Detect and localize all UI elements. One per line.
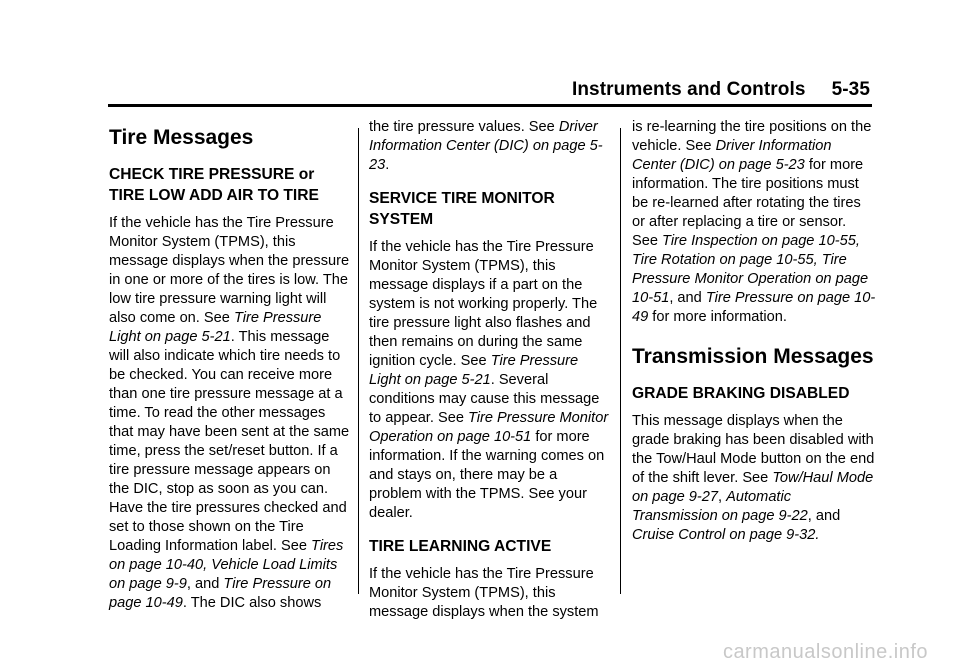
- xref-link[interactable]: Tire Inspection on page 10-55: [662, 233, 856, 249]
- paragraph-service-tire-monitor: If the vehicle has the Tire Pressure Monitor System (TPMS), this message displays if a part on the system is not working properly. The tire pressure light also flashes and then remains on during the same ignition cycle. See Tire Pressure Light on page 5-21. Several conditions may cause this message to appear. See Tire Pressure Monitor Operation on page 10-51 for more information. If the warning comes on and stays on, there may be a problem with the TPMS. See your dealer.: [369, 239, 609, 521]
- running-head: [572, 79, 870, 101]
- subheading-tire-learning-active: TIRE LEARNING ACTIVE: [369, 538, 552, 555]
- xref-link[interactable]: Driver Information Center (DIC) on page 5-23: [369, 119, 603, 173]
- xref-link[interactable]: Tires on page 10-40: [109, 538, 344, 573]
- subheading-check-tire-pressure: CHECK TIRE PRESSURE or TIRE LOW ADD AIR TO TIRE: [109, 166, 319, 204]
- xref-link[interactable]: Tire Pressure Monitor Operation on page 10-51: [632, 252, 869, 306]
- column-2: [369, 118, 613, 635]
- paragraph-grade-braking: This message displays when the grade braking has been disabled with the Tow/Haul Mode button on the end of the shift lever. See Tow/Haul Mode on page 9-27, Automatic Transmission on page 9-22, and Cruise Control on page 9-32.: [632, 413, 875, 543]
- page-number: 5-35: [831, 79, 870, 100]
- subheading-service-tire-monitor: SERVICE TIRE MONITOR SYSTEM: [369, 190, 555, 228]
- paragraph-relearning: is re-learning the tire positions on the vehicle. See Driver Information Center (DIC) on page 5-23 for more information. The tire positions must be re-learned after rotating the tires or after replacing a tire or sensor. See Tire Inspection on page 10-55, Tire Rotation on page 10-55, Tire Pressure Monitor Operation on page 10-51, and Tire Pressure on page 10-49 for more information.: [632, 119, 876, 325]
- column-1: [109, 118, 353, 626]
- xref-link[interactable]: Vehicle Load Limits on page 9-9: [109, 557, 338, 592]
- xref-link[interactable]: Cruise Control on page 9-32: [632, 527, 816, 543]
- paragraph-check-tire-pressure: If the vehicle has the Tire Pressure Monitor System (TPMS), this message displays when the pressure in one or more of the tires is low. The low tire pressure warning light will also come on. See Tire Pressure Light on page 5-21. This message will also indicate which tire needs to be checked. You can receive more than one tire pressure message at a time. To read the other messages that may have been sent at the same time, press the set/reset button. If a tire pressure message appears on the DIC, stop as soon as you can. Have the tire pressures checked and set to those shown on the Tire Loading Information label. See Tires on page 10-40, Vehicle Load Limits on page 9-9, and Tire Pressure on page 10-49. The DIC also shows: [109, 215, 350, 611]
- section-heading-transmission-messages: Transmission Messages: [632, 345, 874, 368]
- section-title: Instruments and Controls: [571, 79, 806, 100]
- xref-link[interactable]: Tire Pressure on page 10-49: [632, 290, 876, 325]
- xref-link[interactable]: Driver Information Center (DIC) on page 5-23: [632, 138, 832, 173]
- column-divider-2: [620, 128, 621, 594]
- xref-link[interactable]: Tire Rotation on page 10-55: [632, 252, 814, 268]
- paragraph-tire-learning-active: If the vehicle has the Tire Pressure Monitor System (TPMS), this message displays when the system: [369, 566, 599, 620]
- xref-link[interactable]: Automatic Transmission on page 9-22: [632, 489, 808, 524]
- xref-link[interactable]: Tire Pressure Light on page 5-21: [369, 353, 579, 388]
- xref-link[interactable]: Tire Pressure Light on page 5-21: [109, 310, 322, 345]
- subheading-grade-braking-disabled: GRADE BRAKING DISABLED: [632, 385, 850, 402]
- paragraph-continued: the tire pressure values. See Driver Information Center (DIC) on page 5-23.: [369, 119, 603, 173]
- xref-link[interactable]: Tire Pressure on page 10-49: [109, 576, 332, 611]
- section-heading-tire-messages: Tire Messages: [109, 126, 254, 149]
- watermark: carmanualsonline.info: [722, 641, 928, 663]
- xref-link[interactable]: Tire Pressure Monitor Operation on page 10-51: [369, 410, 609, 445]
- header-rule: [108, 104, 872, 107]
- column-divider-1: [358, 128, 359, 594]
- xref-link[interactable]: Tow/Haul Mode on page 9-27: [632, 470, 874, 505]
- column-3: [632, 118, 876, 558]
